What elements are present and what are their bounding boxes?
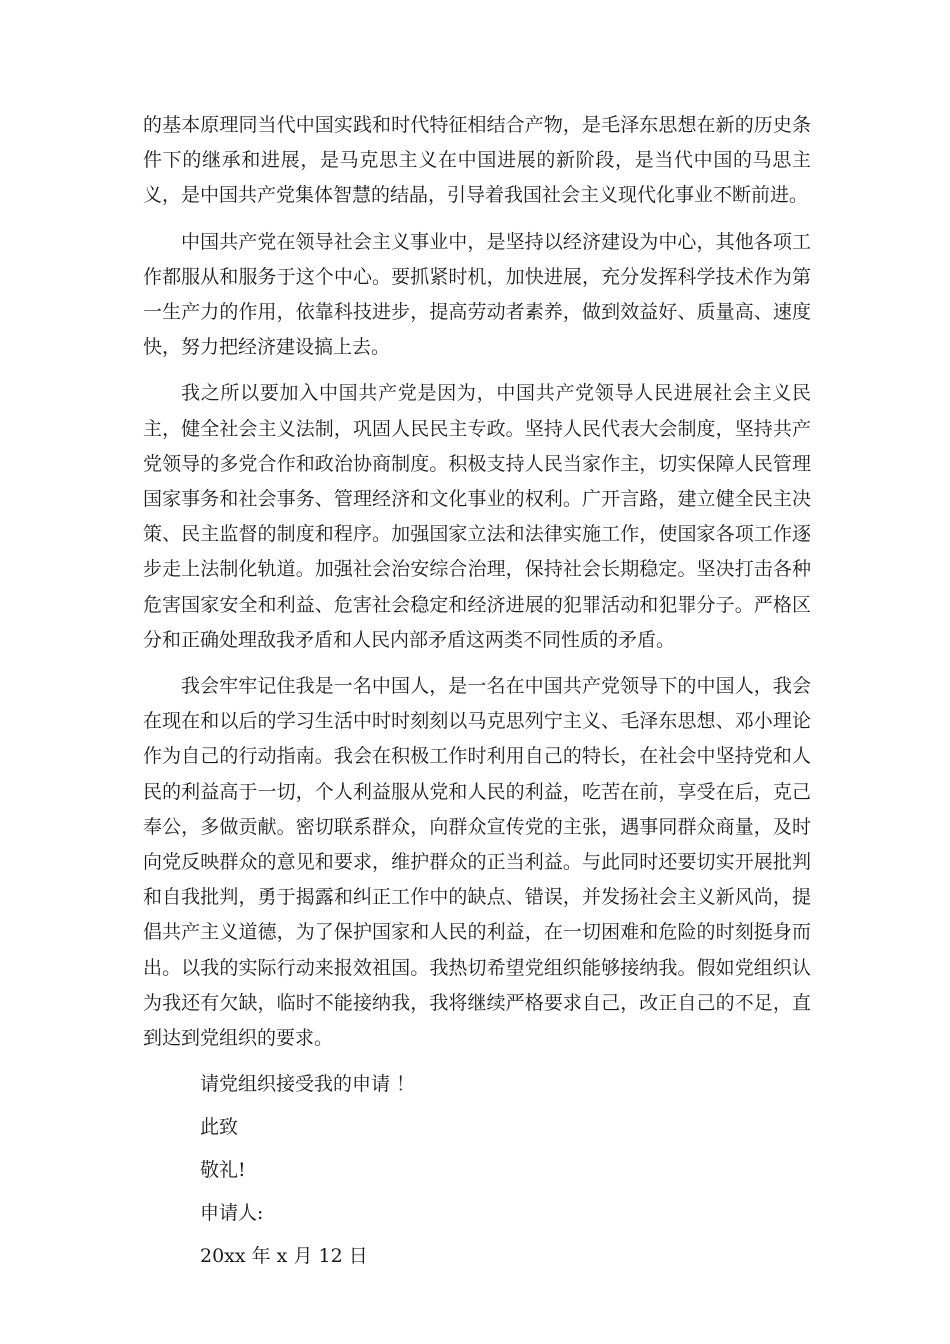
paragraph-1: 的基本原理同当代中国实践和时代特征相结合产物，是毛泽东思想在新的历史条件下的继承和进展，是马克思主义在中国进展的新阶段，是当代中国的马思主义，是中国共产党集体智慧的结晶，引导着我国社会主义现代化事业不断前进。: [143, 114, 811, 207]
closing-salutation-1: 此致: [200, 1116, 239, 1139]
application-date: 20xx 年 x 月 12 日: [200, 1245, 368, 1268]
paragraph-4: 我会牢牢记住我是一名中国人，是一名在中国共产党领导下的中国人，我会在现在和以后的学习生活中时时刻刻以马克思列宁主义、毛泽东思想、邓小理论作为自己的行动指南。我会在积极工作时利用自己的特长，在社会中坚持党和人民的利益高于一切，个人利益服从党和人民的利益，吃苦在前，享受在后，克己奉公，多做贡献。密切联系群众，向群众宣传党的主张，遇事同群众商量，及时向党反映群众的意见和要求，维护群众的正当利益。与此同时还要切实开展批判和自我批判，勇于揭露和纠正工作中的缺点、错误，并发扬社会主义新风尚，提倡共产主义道德，为了保护国家和人民的利益，在一切困难和危险的时刻挺身而出。以我的实际行动来报效祖国。我热切希望党组织能够接纳我。假如党组织认为我还有欠缺，临时不能接纳我，我将继续严格要求自己，改正自己的不足，直到达到党组织的要求。: [143, 675, 811, 1050]
closing-request: 请党组织接受我的申请 ！: [200, 1073, 416, 1096]
applicant-label: 申请人:: [200, 1202, 264, 1225]
paragraph-3: 我之所以要加入中国共产党是因为，中国共产党领导人民进展社会主义民主，健全社会主义法制，巩固人民民主专政。坚持人民代表大会制度，坚持共产党领导的多党合作和政治协商制度。积极支持人民当家作主，切实保障人民管理国家事务和社会事务、管理经济和文化事业的权利。广开言路，建立健全民主决策、民主监督的制度和程序。加强国家立法和法律实施工作，使国家各项工作逐步走上法制化轨道。加强社会治安综合治理，保持社会长期稳定。坚决打击各种危害国家安全和利益、危害社会稳定和经济进展的犯罪活动和犯罪分子。严格区分和正确处理敌我矛盾和人民内部矛盾这两类不同性质的矛盾。: [143, 382, 811, 651]
closing-salutation-2: 敬礼!: [200, 1159, 246, 1182]
paragraph-2: 中国共产党在领导社会主义事业中，是坚持以经济建设为中心，其他各项工作都服从和服务于这个中心。要抓紧时机，加快进展，充分发挥科学技术作为第一生产力的作用，依靠科技进步，提高劳动者素养，做到效益好、质量高、速度快，努力把经济建设搞上去。: [143, 230, 811, 359]
document-body: [143, 108, 811, 1274]
closing-block: [143, 1067, 811, 1274]
